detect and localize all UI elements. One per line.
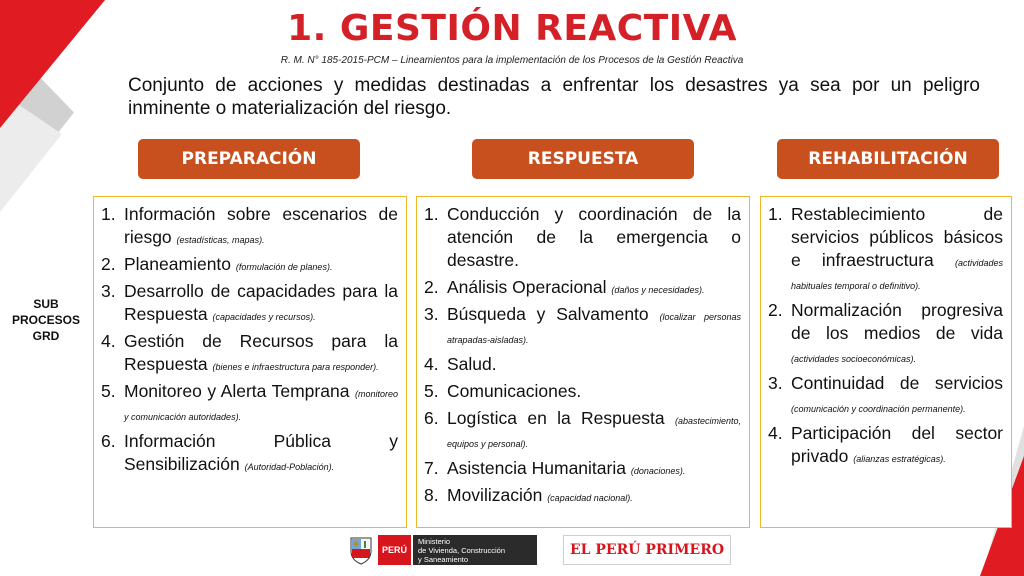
list-item-text bbox=[124, 430, 398, 476]
list-item-main: Logística en la Respuesta bbox=[447, 408, 675, 428]
list-item-main: Salud. bbox=[447, 354, 497, 374]
slide-title: 1. GESTIÓN REACTIVA bbox=[287, 8, 737, 49]
list-item bbox=[101, 253, 398, 276]
side-label bbox=[0, 296, 92, 344]
list-item-number: 3. bbox=[768, 373, 783, 393]
list-item-text bbox=[124, 253, 398, 276]
list-item-main: Planeamiento bbox=[124, 254, 236, 274]
peru-label: PERÚ bbox=[378, 535, 411, 565]
list-item-text bbox=[124, 380, 398, 426]
column-preparacion bbox=[93, 196, 407, 528]
list-item-number: 7. bbox=[424, 458, 439, 478]
ministry-line: Ministerio bbox=[418, 536, 451, 546]
side-label-line: GRD bbox=[32, 329, 60, 343]
list-item-number: 1. bbox=[424, 204, 439, 224]
list-item-main: Monitoreo y Alerta Temprana bbox=[124, 381, 355, 401]
list-item-note: (localizar personas atrapadas-aisladas). bbox=[447, 312, 741, 345]
list-item bbox=[424, 407, 741, 453]
list-item-number: 3. bbox=[424, 304, 439, 324]
list-item-number: 2. bbox=[424, 277, 439, 297]
header-respuesta: RESPUESTA bbox=[472, 139, 694, 179]
list-item bbox=[768, 422, 1003, 468]
ministry-line: y Saneamiento bbox=[418, 554, 469, 564]
list-item-main: Comunicaciones. bbox=[447, 381, 582, 401]
slide-subtitle: R. M. N° 185-2015-PCM – Lineamientos para la implementación de los Procesos de la Gestión Reactiva bbox=[280, 55, 744, 66]
list-item-main: Restablecimiento de servicios públicos básicos e infraestructura bbox=[791, 204, 1003, 270]
list-item-main: Información sobre escenarios de riesgo bbox=[124, 204, 398, 247]
list-item-text bbox=[447, 203, 741, 272]
list-item-note: (Autoridad-Población). bbox=[244, 462, 335, 472]
list-item-main: Búsqueda y Salvamento bbox=[447, 304, 660, 324]
list-item-number: 2. bbox=[101, 254, 116, 274]
list-item-note: (donaciones). bbox=[630, 466, 686, 476]
list-item bbox=[101, 280, 398, 326]
list-item bbox=[768, 203, 1003, 295]
list-item bbox=[424, 484, 741, 507]
list-item-note: (monitoreo y comunicación autoridades). bbox=[124, 389, 398, 422]
list-item-number: 5. bbox=[424, 381, 439, 401]
list-item bbox=[424, 457, 741, 480]
list-item-note: (comunicación y coordinación permanente). bbox=[791, 404, 966, 414]
list-item-note: (bienes e infraestructura para responder). bbox=[212, 362, 379, 372]
list-item-main: Asistencia Humanitaria bbox=[447, 458, 631, 478]
list-item-main: Información Pública y Sensibilización bbox=[124, 431, 398, 474]
list-item bbox=[101, 430, 398, 476]
header-rehabilitacion: REHABILITACIÓN bbox=[777, 139, 999, 179]
list-item-note: (estadísticas, mapas). bbox=[176, 235, 265, 245]
list-item-text bbox=[791, 299, 1003, 368]
list-item-note: (abastecimiento, equipos y personal). bbox=[447, 416, 741, 449]
list-item-number: 5. bbox=[101, 381, 116, 401]
list-item-number: 1. bbox=[768, 204, 783, 224]
peru-shield-icon bbox=[348, 535, 374, 565]
side-label-line: PROCESOS bbox=[11, 313, 80, 327]
list-item bbox=[424, 353, 741, 376]
list-item-text bbox=[791, 422, 1003, 468]
list-item-main: Movilización bbox=[447, 485, 548, 505]
list-item-main: Conducción y coordinación de la atención de la emergencia o desastre. bbox=[447, 204, 741, 270]
list-item-text bbox=[447, 380, 741, 403]
list-item-main: Normalización progresiva de los medios de vida bbox=[791, 300, 1003, 343]
list-item-number: 6. bbox=[101, 431, 116, 451]
list-item bbox=[424, 380, 741, 403]
list-item-number: 1. bbox=[101, 204, 116, 224]
list-item-main: Continuidad de servicios bbox=[791, 373, 1003, 393]
list-item-number: 2. bbox=[768, 300, 783, 320]
list-item-main: Desarrollo de capacidades para la Respuesta bbox=[124, 281, 398, 324]
list-item-note: (capacidades y recursos). bbox=[212, 312, 316, 322]
list-item-text bbox=[447, 484, 741, 507]
list-item-text bbox=[447, 407, 741, 453]
list-item-text bbox=[447, 457, 741, 480]
list-item-number: 3. bbox=[101, 281, 116, 301]
list-item-main: Participación del sector privado bbox=[791, 423, 1003, 466]
header-preparacion: PREPARACIÓN bbox=[138, 139, 360, 179]
list-item-note: (capacidad nacional). bbox=[547, 493, 633, 503]
list-item-note: (actividades socioeconómicas). bbox=[791, 354, 917, 364]
list-item-note: (formulación de planes). bbox=[235, 262, 333, 272]
list-item bbox=[768, 299, 1003, 368]
list-item-number: 8. bbox=[424, 485, 439, 505]
footer-logos bbox=[348, 531, 731, 569]
list-item-text bbox=[124, 280, 398, 326]
list-item-main: Análisis Operacional bbox=[447, 277, 612, 297]
list-item bbox=[101, 330, 398, 376]
list-item-note: (daños y necesidades). bbox=[611, 285, 705, 295]
list-item-number: 4. bbox=[101, 331, 116, 351]
list-item-text bbox=[447, 353, 741, 376]
intro-paragraph: Conjunto de acciones y medidas destinadas a enfrentar los desastres ya sea por un peligro inminente o materialización del riesgo. bbox=[128, 75, 980, 119]
list-item-text bbox=[791, 203, 1003, 295]
list-item-note: (alianzas estratégicas). bbox=[853, 454, 946, 464]
list-item-number: 4. bbox=[768, 423, 783, 443]
list-item-text bbox=[124, 203, 398, 249]
list-item-text bbox=[124, 330, 398, 376]
list-item-note: (actividades habituales temporal o definitivo). bbox=[791, 258, 1003, 291]
list-item-number: 6. bbox=[424, 408, 439, 428]
list-item-main: Gestión de Recursos para la Respuesta bbox=[124, 331, 398, 374]
list-item bbox=[424, 276, 741, 299]
ministry-label bbox=[413, 535, 537, 565]
list-item bbox=[101, 203, 398, 249]
list-item-text bbox=[447, 303, 741, 349]
list-item bbox=[101, 380, 398, 426]
column-respuesta bbox=[416, 196, 750, 528]
column-rehabilitacion bbox=[760, 196, 1012, 528]
ministry-line: de Vivienda, Construcción bbox=[418, 545, 506, 555]
slogan-logo: EL PERÚ PRIMERO bbox=[563, 535, 731, 565]
list-item-text bbox=[447, 276, 741, 299]
list-item-number: 4. bbox=[424, 354, 439, 374]
list-item bbox=[424, 203, 741, 272]
list-item bbox=[424, 303, 741, 349]
list-item-text bbox=[791, 372, 1003, 418]
side-label-line: SUB bbox=[33, 297, 59, 311]
list-item bbox=[768, 372, 1003, 418]
